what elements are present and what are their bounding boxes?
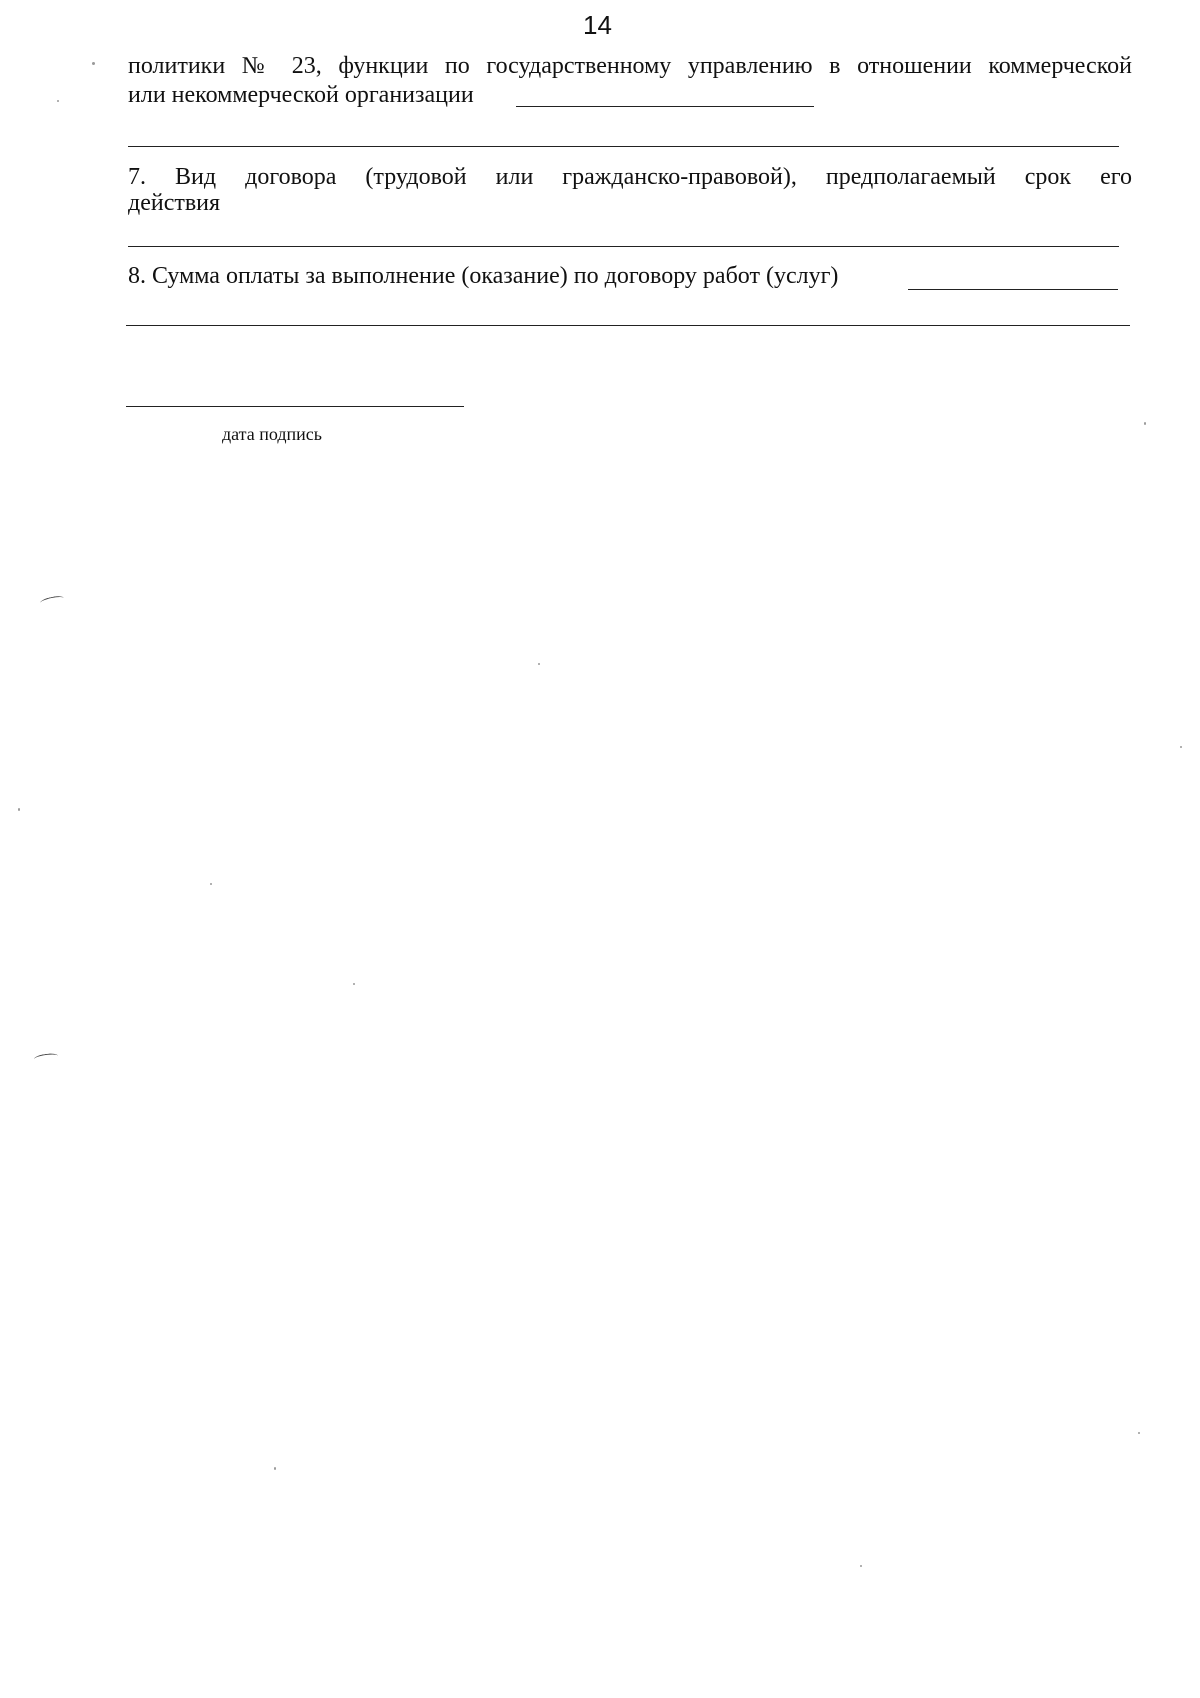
item-8-text: 8. Сумма оплаты за выполнение (оказание) по договору работ (услуг) [128,263,839,289]
item-7-line-2: действия [128,190,221,216]
scan-speck [57,100,59,102]
item-6-line-2: или некоммерческой организации [128,82,474,108]
item-6-line-1: политики № 23, функции по государственному управлению в отношении коммерческой [128,53,1132,79]
scan-speck [860,1565,862,1567]
signature-caption: дата подпись [222,424,322,444]
item-6-fill-line [516,106,814,107]
scan-mark [40,595,65,607]
scan-speck [1144,422,1146,425]
scan-speck [1180,746,1182,748]
page-number: 14 [583,10,612,40]
scan-speck [274,1467,276,1470]
scan-speck [1138,1432,1140,1434]
scan-speck [538,663,540,665]
item-7-blank-line [128,246,1119,247]
scan-speck [18,808,20,811]
scan-speck [210,883,212,885]
item-8-fill-line [908,289,1118,290]
item-8-blank-line [126,325,1130,326]
scan-speck [92,62,95,65]
item-7-line-1: 7. Вид договора (трудовой или гражданско-правовой), предполагаемый срок его [128,164,1132,190]
scan-mark [34,1052,59,1062]
scan-speck [353,983,355,985]
signature-line [126,406,464,407]
item-6-blank-line [128,146,1119,147]
